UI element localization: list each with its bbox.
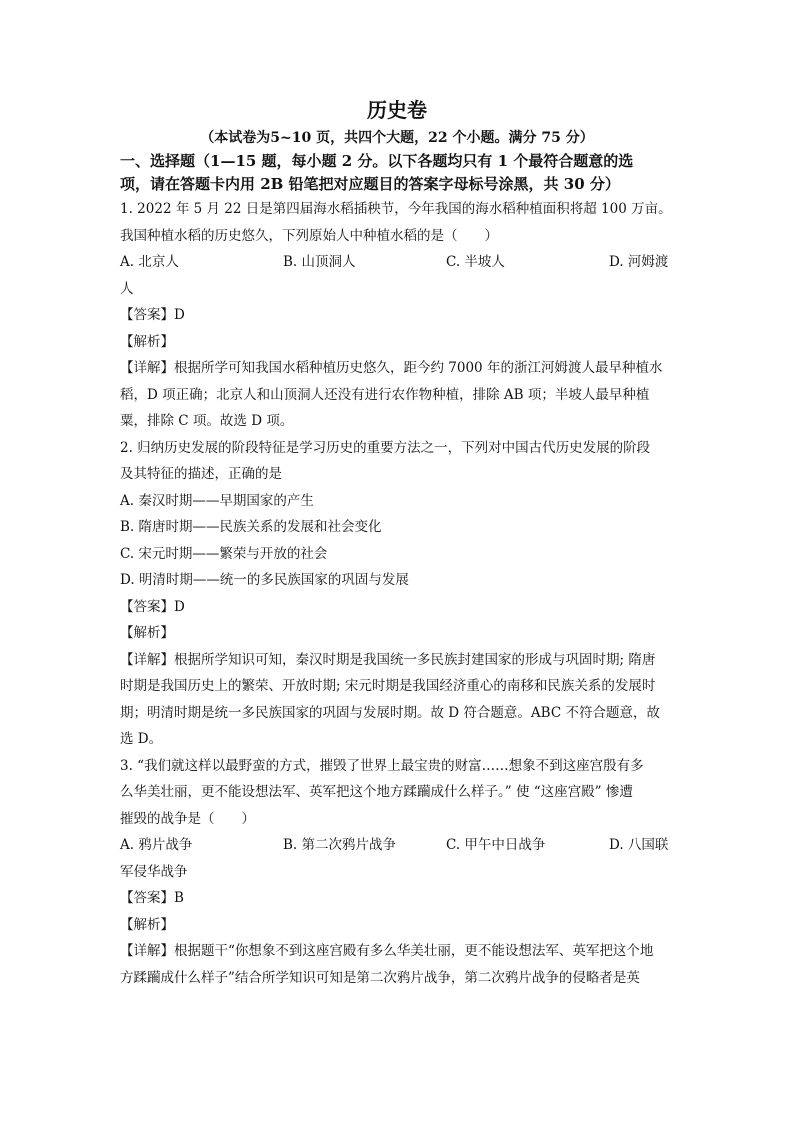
option-a: A. 北京人 xyxy=(120,254,179,270)
option-wrap-text: 军侵华战争 xyxy=(120,863,188,880)
question-3 xyxy=(120,753,674,992)
question-stem: 3. “我们就这样以最野蛮的方式，摧毁了世界上最宝贵的财富……想象不到这座宫殷有多 xyxy=(120,757,644,774)
option-d: D. 明清时期——统一的多民族国家的巩固与发展 xyxy=(120,572,409,588)
option-b: B. 隋唐时期——民族关系的发展和社会变化 xyxy=(120,519,382,535)
option-a: A. 鸦片战争 xyxy=(120,837,193,853)
detail-text: 【详解】根据题干“你想象不到这座宫殿有多么华美壮丽，更不能设想法军、英军把这个地 xyxy=(120,943,654,959)
analysis-label: 【解析】 xyxy=(120,916,174,933)
detail-text: 稻，D 项正确；北京人和山顶洞人还没有进行农作物种植，排除 AB 项；半坡人最早种植 xyxy=(120,386,650,403)
answer-label: 【答案】D xyxy=(120,307,185,323)
answer-label: 【答案】B xyxy=(120,890,184,906)
option-c: C. 半坡人 xyxy=(446,254,505,270)
question-1 xyxy=(120,196,674,435)
option-d: D. 河姆渡 xyxy=(609,254,669,270)
detail-text: 方蹂躏成什么样子”结合所学知识可知是第二次鸦片战争，第二次鸦片战争的侵略者是英 xyxy=(120,969,640,986)
answer-label: 【答案】D xyxy=(120,598,185,615)
option-c: C. 宋元时期——繁荣与开放的社会 xyxy=(120,545,328,562)
question-stem: 么华美壮丽，更不能设想法军、英军把这个地方蹂躏成什么样子。” 使 “这座宫殿” 惨遭 xyxy=(120,784,633,800)
detail-text: 【详解】根据所学知识可知，秦汉时期是我国统一多民族封建国家的形成与巩固时期; 隋唐 xyxy=(120,651,656,668)
analysis-label: 【解析】 xyxy=(120,333,174,350)
detail-text: 粟，排除 C 项。故选 D 项。 xyxy=(120,413,294,429)
page-title: 历史卷 xyxy=(367,98,427,122)
option-a: A. 秦汉时期——早期国家的产生 xyxy=(120,492,314,509)
section-heading-line: 一、选择题（1—15 题，每小题 2 分。以下各题均只有 1 个最符合题意的选 xyxy=(120,152,634,170)
detail-text: 期；明清时期是统一多民族国家的巩固与发展时期。故 D 符合题意。ABC 不符合题意，故 xyxy=(120,704,660,721)
option-b: B. 山顶洞人 xyxy=(283,254,356,270)
question-stem: 摧毁的战争是（ ） xyxy=(120,810,255,827)
question-2 xyxy=(120,435,674,753)
question-stem: 1. 2022 年 5 月 22 日是第四届海水稻插秧节，今年我国的海水稻种植面积将超 100 万亩。 xyxy=(120,201,672,217)
option-b: B. 第二次鸦片战争 xyxy=(283,837,397,853)
section-heading xyxy=(120,150,674,196)
option-row xyxy=(120,249,674,276)
detail-text: 【详解】根据所学可知我国水稻种植历史悠久，距今约 7000 年的浙江河姆渡人最早种植水 xyxy=(120,360,663,376)
question-stem: 及其特征的描述，正确的是 xyxy=(120,466,282,482)
option-d: D. 八国联 xyxy=(609,837,669,853)
detail-text: 选 D。 xyxy=(120,731,163,747)
page-subtitle: （本试卷为5~10 页，共四个大题，22 个小题。满分 75 分） xyxy=(200,130,594,146)
question-stem: 2. 归纳历史发展的阶段特征是学习历史的重要方法之一，下列对中国古代历史发展的阶段 xyxy=(120,439,651,456)
detail-text: 时期是我国历史上的繁荣、开放时期; 宋元时期是我国经济重心的南移和民族关系的发展时 xyxy=(120,678,656,694)
option-wrap-text: 人 xyxy=(120,280,134,297)
section-heading-line: 项，请在答题卡内用 2B 铅笔把对应题目的答案字母标号涂黑，共 30 分） xyxy=(120,175,620,193)
option-c: C. 甲午中日战争 xyxy=(446,837,546,853)
option-row xyxy=(120,832,674,859)
question-stem: 我国种植水稻的历史悠久，下列原始人中种植水稻的是（ ） xyxy=(120,227,498,244)
analysis-label: 【解析】 xyxy=(120,625,174,641)
